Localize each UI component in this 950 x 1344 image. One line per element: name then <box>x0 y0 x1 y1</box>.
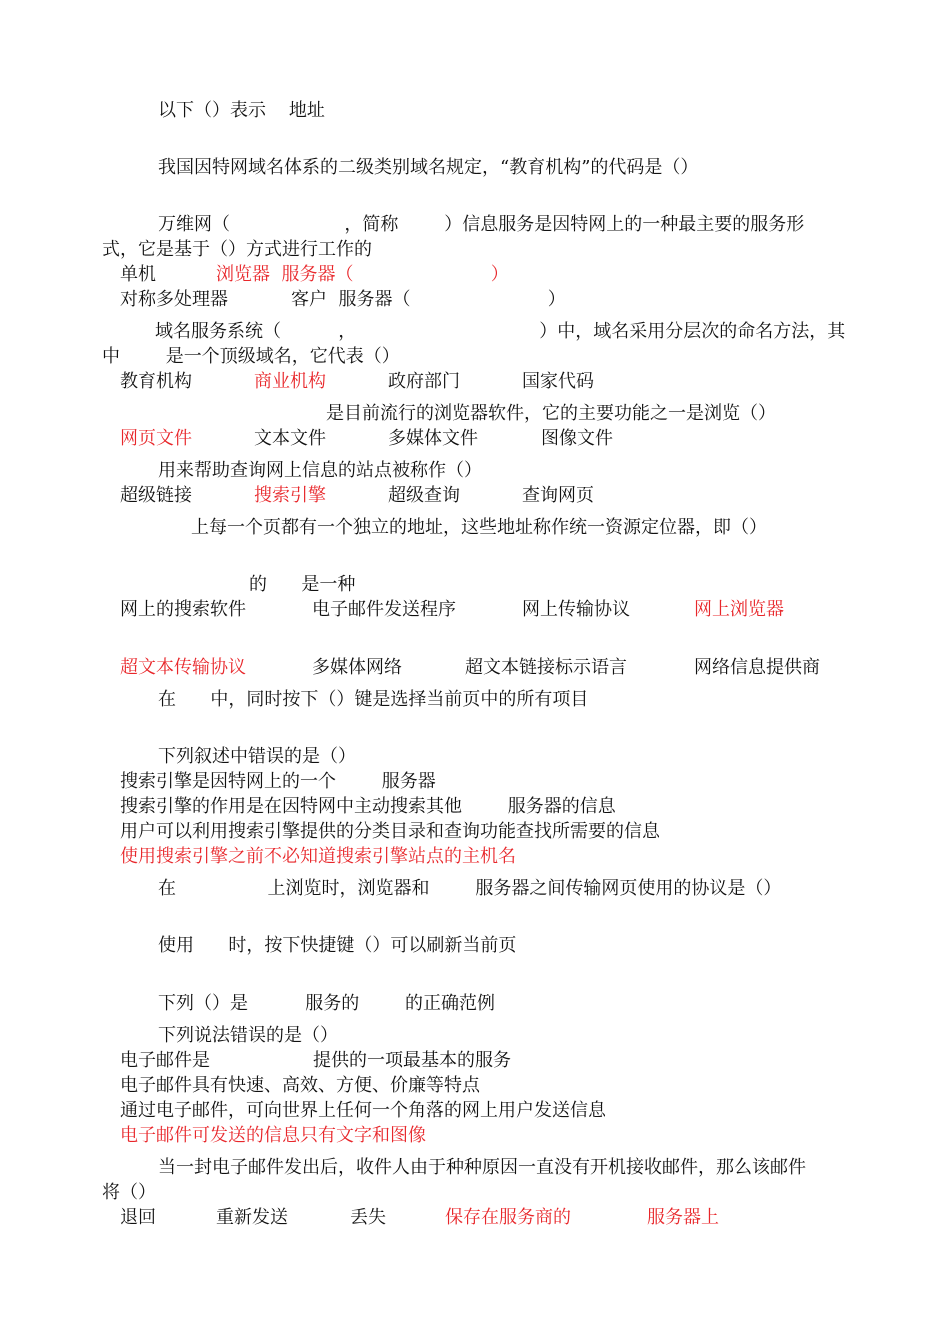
q6-stem: 用来帮助查询网上信息的站点被称作（） <box>158 460 482 481</box>
q8-stem: 的 是一种 <box>249 574 356 595</box>
q16-option-a: 退回 <box>120 1207 156 1228</box>
q16-stem-line2: 将（） <box>102 1182 156 1203</box>
q16-option-d-answer-part1: 保存在服务商的 <box>445 1207 571 1228</box>
q15-option-c: 通过电子邮件，可向世界上任何一个角落的网上用户发送信息 <box>120 1100 606 1121</box>
q3-option-b-answer: 浏览器 服务器（ ） <box>216 264 509 285</box>
q4-stem-line1: 域名服务系统（ ， ）中，域名采用分层次的命名方法，其 <box>155 321 846 342</box>
q11-stem: 下列叙述中错误的是（） <box>158 746 356 767</box>
q8-option-a: 网上的搜索软件 <box>120 599 246 620</box>
q12-stem: 在 上浏览时，浏览器和 服务器之间传输网页使用的协议是（） <box>158 878 782 899</box>
q3-option-c: 对称多处理器 <box>120 289 228 310</box>
q4-option-a: 教育机构 <box>120 371 192 392</box>
q3-option-d: 客户 服务器（ ） <box>291 289 566 310</box>
q9-option-b: 多媒体网络 <box>312 657 402 678</box>
q5-option-d: 图像文件 <box>541 428 613 449</box>
q8-option-c: 网上传输协议 <box>522 599 630 620</box>
q9-option-c: 超文本链接标示语言 <box>465 657 627 678</box>
q6-option-c: 超级查询 <box>388 485 460 506</box>
q3-option-a: 单机 <box>120 264 156 285</box>
q11-option-d-answer: 使用搜索引擎之前不必知道搜索引擎站点的主机名 <box>120 846 516 867</box>
q16-option-d-answer-part2: 服务器上 <box>647 1207 719 1228</box>
q5-stem: 是目前流行的浏览器软件，它的主要功能之一是浏览（） <box>326 403 776 424</box>
q15-stem: 下列说法错误的是（） <box>158 1025 338 1046</box>
q4-option-b-answer: 商业机构 <box>254 371 326 392</box>
q3-stem-line1: 万维网（ ，简称 ）信息服务是因特网上的一种最主要的服务形 <box>158 214 805 235</box>
q14-stem: 下列（）是 服务的 的正确范例 <box>158 993 495 1014</box>
q4-stem-line2: 中 是一个顶级域名，它代表（） <box>102 346 400 367</box>
q10-stem: 在 中，同时按下（）键是选择当前页中的所有项目 <box>158 689 589 710</box>
q11-option-b: 搜索引擎的作用是在因特网中主动搜索其他 服务器的信息 <box>120 796 616 817</box>
q16-option-b: 重新发送 <box>216 1207 288 1228</box>
q4-option-c: 政府部门 <box>388 371 460 392</box>
q5-option-a-answer: 网页文件 <box>120 428 192 449</box>
q8-option-b: 电子邮件发送程序 <box>312 599 456 620</box>
q2-stem: 我国因特网域名体系的二级类别域名规定，“教育机构”的代码是（） <box>158 157 699 178</box>
q9-option-a-answer: 超文本传输协议 <box>120 657 246 678</box>
q7-stem: 上每一个页都有一个独立的地址，这些地址称作统一资源定位器，即（） <box>191 517 767 538</box>
q8-option-d-answer: 网上浏览器 <box>694 599 784 620</box>
q15-option-d-answer: 电子邮件可发送的信息只有文字和图像 <box>120 1125 426 1146</box>
q15-option-b: 电子邮件具有快速、高效、方便、价廉等特点 <box>120 1075 480 1096</box>
q15-option-a: 电子邮件是 提供的一项最基本的服务 <box>120 1050 511 1071</box>
q1-stem: 以下（）表示 地址 <box>158 100 325 121</box>
q4-option-d: 国家代码 <box>522 371 594 392</box>
q11-option-c: 用户可以利用搜索引擎提供的分类目录和查询功能查找所需要的信息 <box>120 821 660 842</box>
q16-option-c: 丢失 <box>350 1207 386 1228</box>
q16-stem-line1: 当一封电子邮件发出后，收件人由于种种原因一直没有开机接收邮件，那么该邮件 <box>158 1157 806 1178</box>
q3-stem-line2: 式，它是基于（）方式进行工作的 <box>102 239 372 260</box>
q9-option-d: 网络信息提供商 <box>694 657 820 678</box>
q6-option-d: 查询网页 <box>522 485 594 506</box>
q5-option-b: 文本文件 <box>254 428 326 449</box>
q6-option-a: 超级链接 <box>120 485 192 506</box>
q5-option-c: 多媒体文件 <box>388 428 478 449</box>
q11-option-a: 搜索引擎是因特网上的一个 服务器 <box>120 771 436 792</box>
q13-stem: 使用 时，按下快捷键（）可以刷新当前页 <box>158 935 517 956</box>
q6-option-b-answer: 搜索引擎 <box>254 485 326 506</box>
